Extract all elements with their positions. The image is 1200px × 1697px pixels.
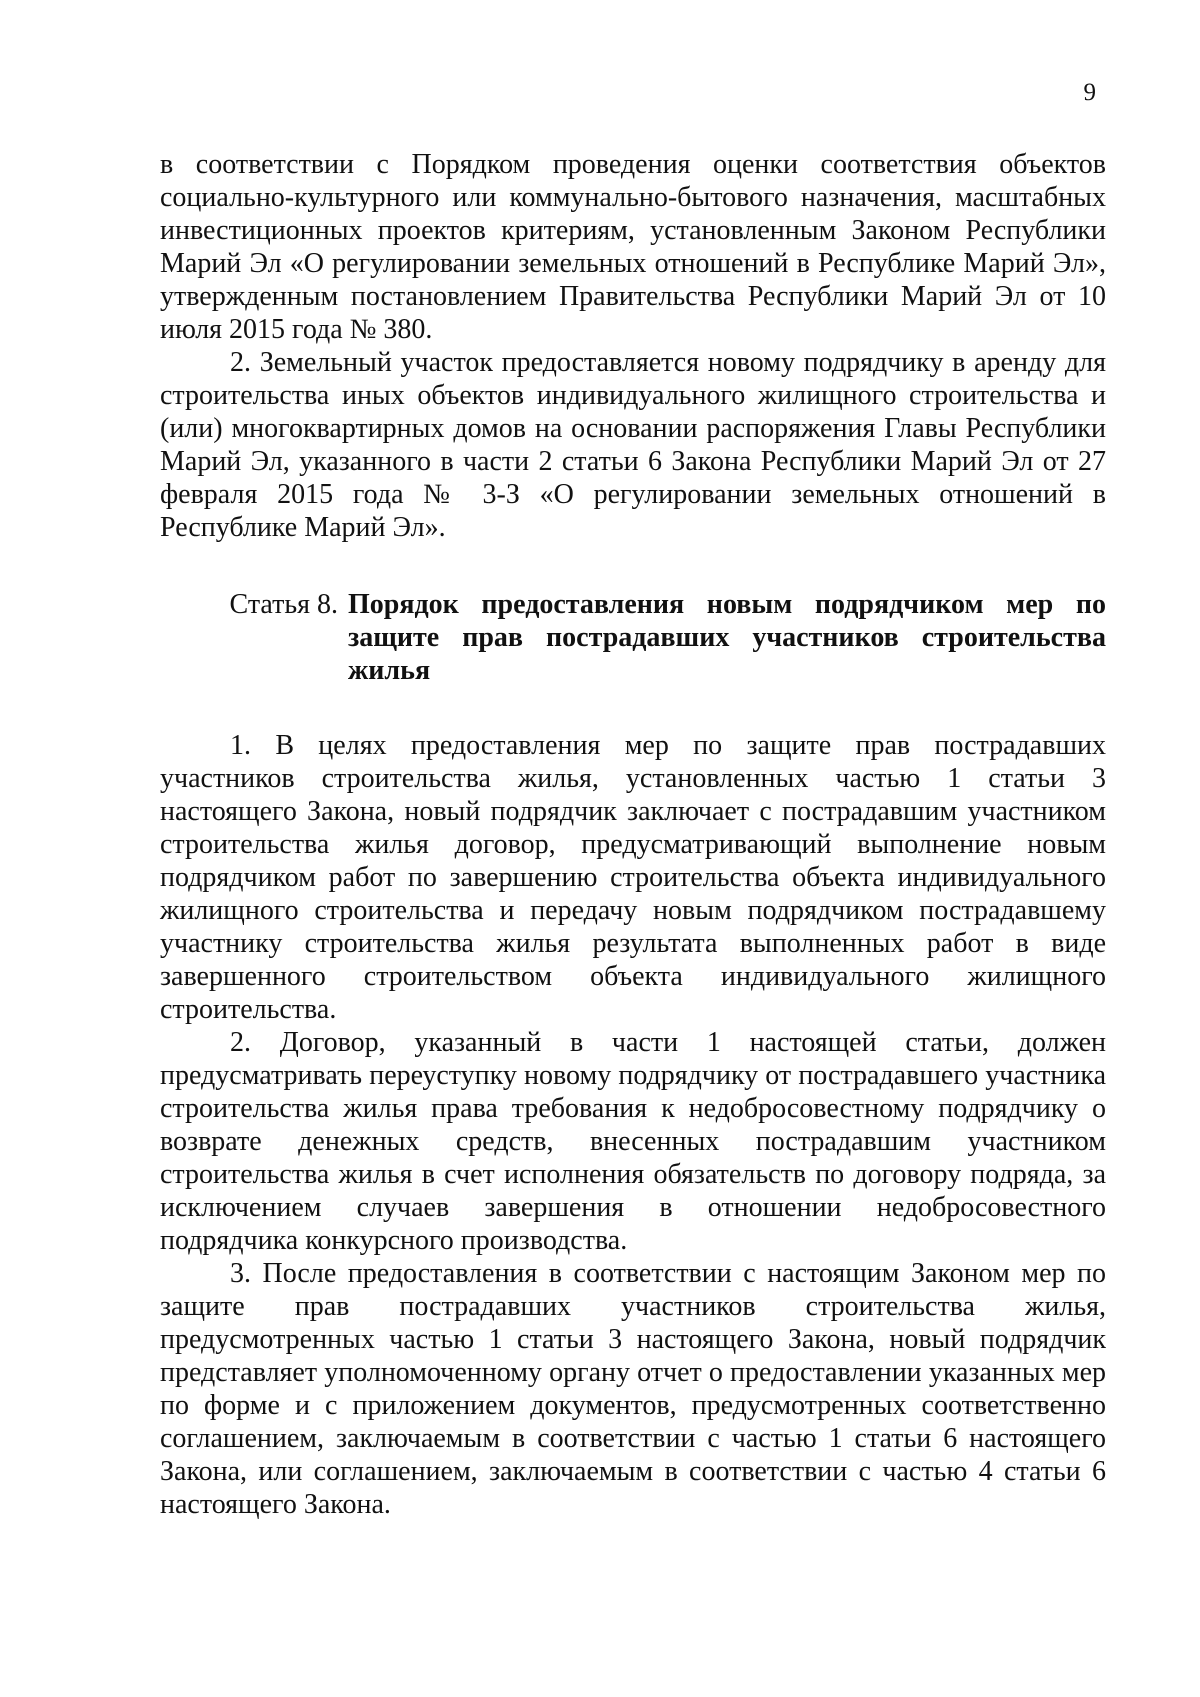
article-title: Порядок предоставления новым подрядчиком мер по защите прав пострадавших участников строительства жилья [348, 589, 1106, 686]
paragraph-part-2: 2. Земельный участок предоставляется новому подрядчику в аренду для строительства иных объектов индивидуального жилищного строительства и (или) многоквартирных домов на основании распоряжения Главы Республики Марий Эл, указанного в части 2 статьи 6 Закона Республики Марий Эл от 27 февраля 2015 года № 3-З «О регулировании земельных отношений в Республике Марий Эл». [160, 347, 1106, 543]
article-paragraph-3: 3. После предоставления в соответствии с настоящим Законом мер по защите прав пострадавших участников строительства жилья, предусмотренных частью 1 статьи 3 настоящего Закона, новый подрядчик представляет уполномоченному органу отчет о предоставлении указанных мер по форме и с приложением документов, предусмотренных соответственно соглашением, заключаемым в соответствии с частью 1 статьи 6 настоящего Закона, или соглашением, заключаемым в соответствии с частью 4 статьи 6 настоящего Закона. [160, 1258, 1106, 1520]
article-heading [160, 588, 1106, 687]
article-number: Статья 8. [229, 589, 338, 620]
paragraph-continuation: в соответствии с Порядком проведения оценки соответствия объектов социально-культурного или коммунально-бытового назначения, масштабных инвестиционных проектов критериям, установленным Законом Республики Марий Эл «О регулировании земельных отношений в Республике Марий Эл», утвержденным постановлением Правительства Республики Марий Эл от 10 июля 2015 года № 380. [160, 149, 1106, 345]
article-paragraph-2: 2. Договор, указанный в части 1 настоящей статьи, должен предусматривать переуступку новому подрядчику от пострадавшего участника строительства жилья права требования к недобросовестному подрядчику о возврате денежных средств, внесенных пострадавшим участником строительства жилья в счет исполнения обязательств по договору подряда, за исключением случаев завершения в отношении недобросовестного подрядчика конкурсного производства. [160, 1027, 1106, 1256]
document-body [160, 148, 1106, 1521]
page-number: 9 [1083, 79, 1096, 106]
article-paragraph-1: 1. В целях предоставления мер по защите прав пострадавших участников строительства жилья, установленных частью 1 статьи 3 настоящего Закона, новый подрядчик заключает с пострадавшим участником строительства жилья договор, предусматривающий выполнение новым подрядчиком работ по завершению строительства объекта индивидуального жилищного строительства и передачу новым подрядчиком пострадавшему участнику строительства жилья результата выполненных работ в виде завершенного строительством объекта индивидуального жилищного строительства. [160, 730, 1106, 1025]
